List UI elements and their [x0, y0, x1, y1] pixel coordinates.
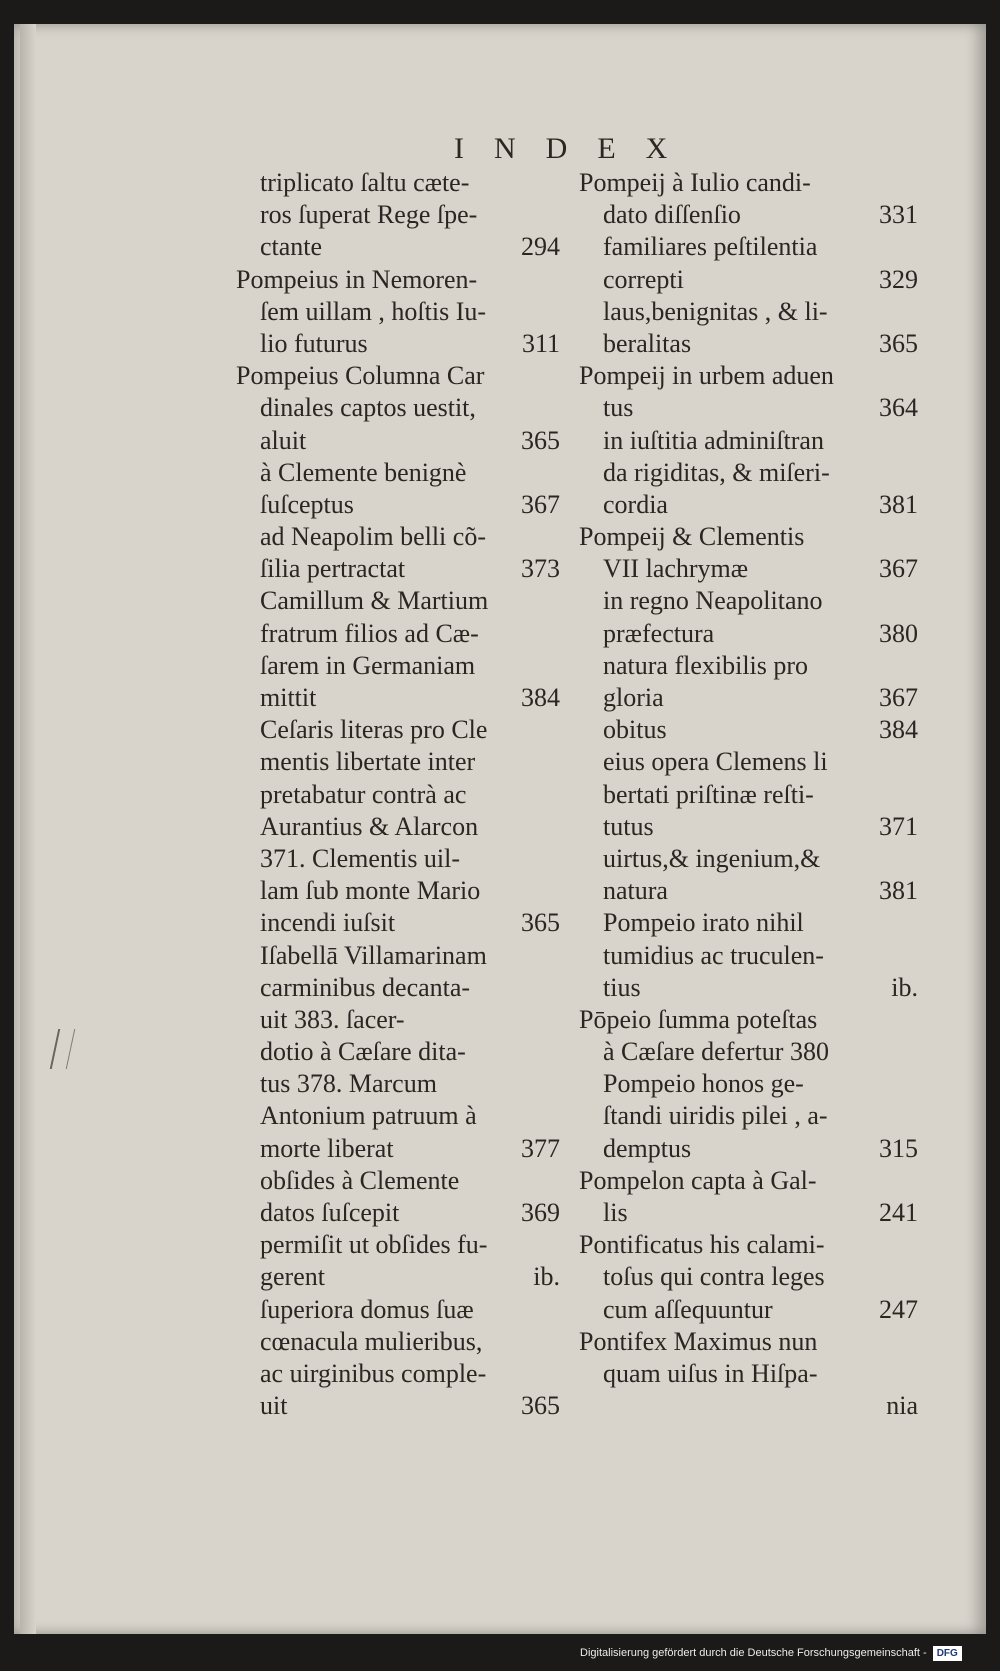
index-entry-text: cum aſſequuntur	[603, 1294, 773, 1324]
index-page-number: 377	[521, 1133, 560, 1163]
index-page-number: 381	[879, 489, 918, 519]
index-page-number	[560, 521, 566, 553]
index-entry-text: Pompeij & Clementis	[579, 522, 805, 552]
index-entry-line	[579, 296, 924, 328]
index-entry-line	[579, 360, 924, 392]
index-page-number: 373	[521, 554, 560, 584]
index-entry-text: 371. Clementis uil-	[260, 843, 461, 873]
index-page-number	[560, 1294, 566, 1326]
index-page-number	[918, 1326, 924, 1358]
index-page-number	[560, 1229, 566, 1261]
index-entry-line	[236, 1004, 566, 1036]
index-entry-line	[236, 972, 566, 1004]
index-entry-text: demptus	[603, 1133, 692, 1163]
index-page-number	[918, 1004, 924, 1036]
index-entry-text: mentis libertate inter	[260, 747, 476, 777]
running-head: INDEX	[454, 132, 698, 165]
index-entry-line	[236, 779, 566, 811]
index-page-number: ib.	[533, 1262, 560, 1292]
index-entry-line	[579, 425, 924, 457]
index-page-number	[560, 1100, 566, 1132]
index-entry-text: Ceſaris literas pro Cle	[260, 715, 488, 745]
index-entry-text: cœnacula mulieribus,	[260, 1326, 483, 1356]
index-page-number	[918, 1068, 924, 1100]
index-page-number: 381	[879, 876, 918, 906]
index-entry-text: natura	[603, 876, 668, 906]
index-entry-line	[579, 1261, 924, 1293]
index-entry-line	[236, 296, 566, 328]
index-entry-line	[579, 1100, 924, 1132]
index-entry-line	[579, 1229, 924, 1261]
index-entry-text: lis	[603, 1198, 628, 1227]
index-entry-line	[579, 1165, 924, 1197]
index-page-number	[918, 1229, 924, 1261]
margin-ink-mark	[50, 1029, 76, 1069]
index-page-number	[560, 618, 566, 650]
index-entry-line	[579, 328, 924, 360]
index-entry-line	[579, 972, 924, 1004]
index-page-number	[560, 1068, 566, 1100]
index-entry-text: permiſit ut obſides fu-	[260, 1230, 488, 1260]
index-page-number	[560, 585, 566, 617]
index-entry-text: lam ſub monte Mario	[260, 876, 481, 906]
index-entry-text: tus 378. Marcum	[260, 1069, 437, 1099]
index-entry-line	[236, 328, 566, 360]
index-entry-text: obſides à Clemente	[260, 1165, 460, 1195]
index-entry-line	[236, 811, 566, 843]
index-page-number: 331	[879, 200, 918, 230]
index-entry-line	[579, 1294, 924, 1326]
index-entry-text: Pontificatus his calami-	[579, 1230, 825, 1260]
index-page-number	[918, 907, 924, 939]
index-entry-text: Pompeij à Iulio candi-	[579, 168, 811, 197]
index-entry-text: bertati priſtinæ reſti-	[603, 779, 814, 809]
index-page-number	[560, 457, 566, 489]
index-page-number	[918, 1100, 924, 1132]
index-page-number	[918, 650, 924, 682]
index-entry-line	[236, 1294, 566, 1326]
index-page-number	[560, 940, 566, 972]
index-entry-line	[579, 521, 924, 553]
index-page-number	[560, 779, 566, 811]
index-entry-text: Pompeius Columna Car	[236, 361, 485, 391]
index-entry-text: familiares peſtilentia	[603, 232, 818, 262]
index-entry-text: tumidius ac truculen-	[603, 940, 824, 970]
index-page-number: 365	[521, 1391, 560, 1421]
index-entry-text: Pompeius in Nemoren-	[236, 264, 478, 294]
index-entry-text: Pompeio irato nihil	[603, 908, 804, 938]
index-entry-text: mittit	[260, 683, 317, 712]
index-entry-text: aluit	[260, 425, 307, 455]
index-entry-text: uirtus,& ingenium,&	[603, 843, 821, 873]
index-entry-text: natura flexibilis pro	[603, 650, 809, 680]
index-page-number	[918, 746, 924, 778]
index-entry-line	[579, 940, 924, 972]
index-page-number: 364	[879, 393, 918, 423]
index-entry-text: dinales captos uestit,	[260, 393, 476, 423]
index-entry-text: Pōpeio ſumma poteſtas	[579, 1004, 818, 1034]
index-entry-line	[579, 1197, 924, 1229]
index-page-number	[918, 1261, 924, 1293]
index-page-number: 367	[879, 554, 918, 584]
index-entry-line	[579, 1390, 924, 1422]
index-entry-text: tius	[603, 972, 641, 1002]
index-entry-text: triplicato ſaltu cæte-	[260, 168, 470, 197]
index-entry-line	[579, 392, 924, 424]
index-entry-line	[236, 585, 566, 617]
index-entry-text: ſtandi uiridis pilei , a-	[603, 1101, 828, 1131]
index-page-number	[560, 811, 566, 843]
index-entry-text: à Clemente benignè	[260, 457, 467, 487]
index-entry-line	[236, 425, 566, 457]
index-entry-line	[236, 1229, 566, 1261]
index-page-number: 380	[879, 618, 918, 648]
index-entry-text: ad Neapolim belli cõ-	[260, 522, 486, 552]
credit-text: Digitalisierung gefördert durch die Deutsche Forschungsgemeinschaft -	[580, 1647, 927, 1659]
index-entry-line	[236, 746, 566, 778]
index-column-right	[579, 167, 924, 1422]
index-entry-line	[236, 231, 566, 263]
index-entry-line	[579, 1004, 924, 1036]
index-entry-text: ſuſceptus	[260, 489, 354, 519]
index-entry-line	[236, 264, 566, 296]
index-entry-line	[579, 1326, 924, 1358]
index-page-number	[560, 1036, 566, 1068]
index-entry-line	[579, 875, 924, 907]
index-entry-line	[579, 682, 924, 714]
index-page-number	[918, 425, 924, 457]
index-entry-line	[579, 1358, 924, 1390]
index-entry-line	[579, 264, 924, 296]
index-column-left	[236, 167, 566, 1422]
index-page-number	[918, 1358, 924, 1390]
index-entry-line	[236, 489, 566, 521]
index-entry-line	[579, 618, 924, 650]
index-entry-line	[579, 907, 924, 939]
digitization-credit	[580, 1644, 962, 1662]
index-entry-text: incendi iuſsit	[260, 908, 396, 938]
index-entry-line	[236, 1100, 566, 1132]
index-page-number: ib.	[891, 972, 918, 1002]
index-page-number	[560, 972, 566, 1004]
index-page-number: 367	[521, 489, 560, 519]
index-entry-line	[579, 650, 924, 682]
index-entry-line	[236, 1133, 566, 1165]
index-page-number: nia	[886, 1391, 918, 1421]
index-entry-text: beralitas	[603, 328, 692, 358]
index-entry-line	[236, 360, 566, 392]
index-entry-text: fratrum filios ad Cæ-	[260, 618, 479, 648]
index-entry-line	[579, 199, 924, 231]
index-entry-text: eius opera Clemens li	[603, 747, 828, 777]
index-page-number	[918, 1165, 924, 1197]
index-entry-text: ſilia pertractat	[260, 554, 406, 584]
index-entry-line	[579, 457, 924, 489]
index-entry-text: laus,benignitas , & li-	[603, 296, 828, 326]
dfg-logo: DFG	[933, 1646, 962, 1661]
index-entry-line	[236, 940, 566, 972]
index-entry-line	[579, 779, 924, 811]
index-entry-text: dato diſſenſio	[603, 200, 741, 230]
index-entry-line	[236, 875, 566, 907]
index-entry-line	[579, 1133, 924, 1165]
index-entry-text: dotio à Cæſare dita-	[260, 1037, 466, 1067]
index-entry-line	[236, 1261, 566, 1293]
index-page-number: 365	[879, 328, 918, 358]
index-page-number	[560, 1358, 566, 1390]
index-entry-text: ac uirginibus comple-	[260, 1358, 487, 1388]
index-entry-text: Pompeij in urbem aduen	[579, 361, 834, 391]
index-entry-line	[236, 1358, 566, 1390]
index-entry-text: gerent	[260, 1262, 325, 1292]
index-page-number	[918, 231, 924, 263]
index-entry-line	[579, 1036, 924, 1068]
index-entry-text: VII lachrymæ	[603, 554, 749, 584]
index-entry-line	[579, 746, 924, 778]
index-entry-line	[236, 167, 566, 199]
index-page-number: 315	[879, 1133, 918, 1163]
index-entry-line	[236, 1197, 566, 1229]
index-page-number	[918, 1036, 924, 1068]
index-entry-text: ctante	[260, 232, 323, 262]
index-page-number: 365	[521, 425, 560, 455]
index-page-number	[560, 392, 566, 424]
index-entry-line	[579, 714, 924, 746]
index-entry-line	[579, 489, 924, 521]
index-entry-line	[236, 1326, 566, 1358]
index-entry-text: Pompeio honos ge-	[603, 1069, 804, 1099]
index-page-number: 247	[879, 1294, 918, 1324]
index-entry-text: in regno Neapolitano	[603, 586, 823, 616]
index-entry-line	[579, 585, 924, 617]
index-entry-line	[236, 199, 566, 231]
index-page-number	[918, 167, 924, 199]
index-entry-line	[236, 553, 566, 585]
index-entry-text: Iſabellā Villamarinam	[260, 940, 487, 970]
index-page-number	[560, 264, 566, 296]
index-entry-text: Antonium patruum à	[260, 1101, 477, 1131]
index-entry-text: tutus	[603, 811, 654, 841]
index-page-number	[918, 521, 924, 553]
index-page-number	[560, 746, 566, 778]
index-entry-line	[236, 1390, 566, 1422]
index-entry-text: ſuperiora domus ſuæ	[260, 1294, 474, 1324]
index-entry-text: quam uiſus in Hiſpa-	[603, 1358, 818, 1388]
index-entry-text: morte liberat	[260, 1133, 394, 1163]
index-entry-text: carminibus decanta-	[260, 972, 471, 1002]
index-page-number: 384	[521, 683, 560, 712]
index-page-number	[560, 199, 566, 231]
index-entry-text: præfectura	[603, 618, 715, 648]
index-page-number	[560, 167, 566, 199]
index-page-number	[560, 843, 566, 875]
index-page-number	[560, 1004, 566, 1036]
index-entry-text: tus	[603, 393, 634, 423]
index-entry-line	[579, 167, 924, 199]
index-entry-line	[236, 392, 566, 424]
index-page-number: 311	[521, 328, 560, 358]
index-page-number: 384	[879, 715, 918, 745]
index-entry-line	[236, 521, 566, 553]
index-entry-text: uit 383. ſacer-	[260, 1004, 405, 1034]
index-page-number	[560, 296, 566, 328]
index-entry-text: ſem uillam , hoſtis Iu-	[260, 296, 487, 326]
index-entry-text: Camillum & Martium	[260, 586, 489, 616]
index-page-number: 369	[521, 1198, 560, 1227]
page-edge	[20, 24, 36, 1634]
index-page-number	[560, 650, 566, 682]
index-entry-text: obitus	[603, 715, 667, 745]
index-entry-text: correpti	[603, 264, 684, 294]
index-entry-text: pretabatur contrà ac	[260, 779, 467, 809]
index-entry-text: Pontifex Maximus nun	[579, 1326, 818, 1356]
index-entry-line	[236, 618, 566, 650]
index-page-number	[918, 940, 924, 972]
index-page-number	[918, 360, 924, 392]
index-entry-line	[579, 1068, 924, 1100]
index-entry-text: in iuſtitia adminiſtran	[603, 425, 824, 455]
index-page-number: 329	[879, 264, 918, 294]
index-entry-text: Aurantius & Alarcon	[260, 811, 479, 841]
index-entry-text: Pompelon capta à Gal-	[579, 1165, 817, 1195]
index-entry-text: toſus qui contra leges	[603, 1262, 825, 1292]
index-page-number	[918, 843, 924, 875]
index-page-number	[560, 875, 566, 907]
index-entry-line	[236, 843, 566, 875]
index-entry-line	[579, 553, 924, 585]
index-page-number	[560, 1326, 566, 1358]
index-entry-text: da rigiditas, & miſeri-	[603, 457, 830, 487]
index-entry-line	[236, 714, 566, 746]
index-page-number: 371	[879, 811, 918, 841]
index-page-number	[560, 714, 566, 746]
index-page-number	[918, 779, 924, 811]
index-entry-line	[236, 457, 566, 489]
index-entry-text: cordia	[603, 489, 668, 519]
index-entry-line	[236, 1165, 566, 1197]
index-page-number	[918, 457, 924, 489]
index-entry-line	[236, 907, 566, 939]
index-page-number: 365	[521, 908, 560, 938]
index-entry-line	[236, 1068, 566, 1100]
index-entry-text: à Cæſare defertur 380	[603, 1037, 829, 1067]
index-page-number	[560, 1165, 566, 1197]
index-page-number	[918, 296, 924, 328]
index-entry-line	[579, 843, 924, 875]
index-page-number: 241	[879, 1198, 918, 1227]
index-entry-line	[236, 1036, 566, 1068]
index-entry-line	[579, 811, 924, 843]
index-entry-text: ros ſuperat Rege ſpe-	[260, 200, 478, 230]
index-entry-line	[236, 650, 566, 682]
index-entry-text: ſarem in Germaniam	[260, 650, 476, 680]
index-entry-text: datos ſuſcepit	[260, 1198, 400, 1227]
index-page-number	[918, 585, 924, 617]
index-page-number: 294	[521, 232, 560, 262]
index-entry-line	[236, 682, 566, 714]
index-entry-text: uit	[260, 1391, 288, 1421]
index-entry-line	[579, 231, 924, 263]
index-entry-text: gloria	[603, 683, 664, 712]
index-page-number: 367	[879, 683, 918, 712]
index-page-number	[560, 360, 566, 392]
index-entry-text: lio futurus	[260, 328, 368, 358]
